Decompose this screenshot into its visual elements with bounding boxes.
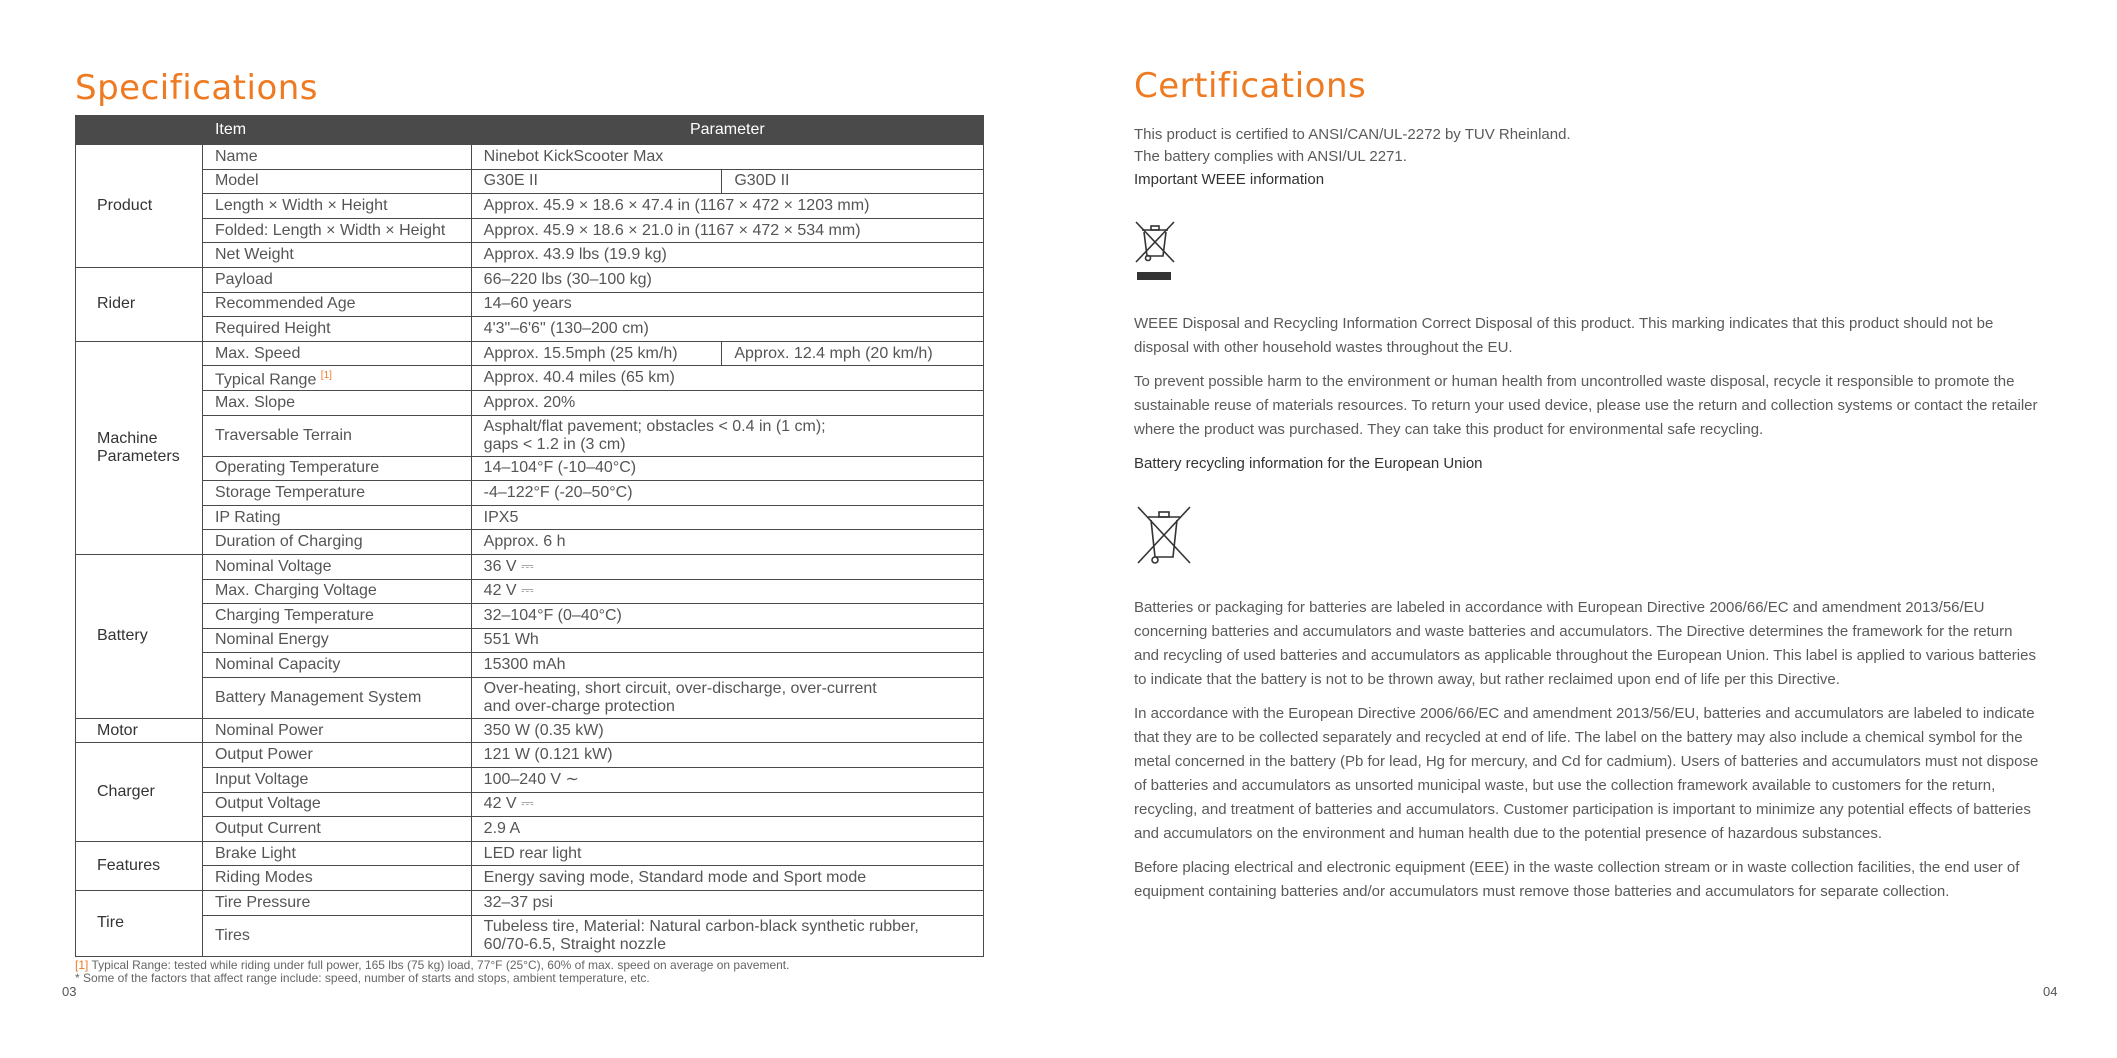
table-row	[76, 505, 984, 530]
item-cell: Output Current	[202, 817, 471, 842]
group-label: Features	[76, 841, 203, 890]
table-row	[76, 718, 984, 743]
item-cell: Riding Modes	[202, 866, 471, 891]
value-cell: 15300 mAh	[471, 653, 983, 678]
item-cell: Nominal Power	[202, 718, 471, 743]
table-row	[76, 841, 984, 866]
table-row	[76, 579, 984, 604]
value-cell: 66–220 lbs (30–100 kg)	[471, 267, 983, 292]
item-cell: Length × Width × Height	[202, 194, 471, 219]
group-label: Product	[76, 145, 203, 268]
table-row	[76, 317, 984, 342]
table-row	[76, 169, 984, 194]
battery-heading: Battery recycling information for the European Union	[1134, 455, 1483, 472]
paragraph: In accordance with the European Directive 2006/66/EC and amendment 2013/56/EU, batteries and accumulators are labeled to indicate that they are to be collected separately and recycled at end of life. The label on the battery may also include a chemical symbol for the metal concerned in the battery (Pb for lead, Hg for mercury, and Cd for cadmium). Users of batteries and accumulators must not dispose of batteries and accumulators as unsorted municipal waste, but use the collection framework available to customers for the return, recycling, and treatment of batteries and accumulators. Customer participation is important to minimize any potential effects of batteries and accumulators on the environment and human health due to the potential presence of hazardous substances.	[1134, 705, 2039, 842]
item-cell: Storage Temperature	[202, 481, 471, 506]
item-label: Typical Range	[214, 371, 317, 389]
table-row	[76, 915, 984, 956]
footnote-text: Typical Range: tested while riding under full power, 165 lbs (75 kg) load, 77°F (25°C), 60% of max. speed on average on pavement.	[88, 958, 790, 972]
item-cell: Output Power	[202, 743, 471, 768]
footnote-ref: [1]	[320, 369, 332, 381]
value-cell: Energy saving mode, Standard mode and Sport mode	[471, 866, 983, 891]
header-item: Item	[202, 116, 471, 145]
item-cell: Traversable Terrain	[202, 415, 471, 456]
cert-intro	[1134, 124, 2039, 192]
item-cell: Net Weight	[202, 243, 471, 268]
table-row	[76, 481, 984, 506]
value-cell: Approx. 12.4 mph (20 km/h)	[722, 341, 984, 366]
table-header-row	[76, 116, 984, 145]
table-row	[76, 653, 984, 678]
value-line: 60/70-6.5, Straight nozzle	[483, 935, 667, 953]
page-number: 03	[62, 984, 77, 999]
item-cell: Nominal Energy	[202, 628, 471, 653]
table-row	[76, 267, 984, 292]
table-row	[76, 891, 984, 916]
battery-text	[1134, 596, 2039, 904]
value-line: Tubeless tire, Material: Natural carbon-black synthetic rubber,	[483, 917, 919, 935]
item-cell: Max. Speed	[202, 341, 471, 366]
value-cell: 350 W (0.35 kW)	[471, 718, 983, 743]
item-cell: Operating Temperature	[202, 456, 471, 481]
cert-line: The battery complies with ANSI/UL 2271.	[1134, 148, 1407, 165]
group-label: Battery	[76, 554, 203, 718]
value-line: Asphalt/flat pavement; obstacles < 0.4 in (1 cm);	[483, 417, 826, 435]
item-cell: Max. Charging Voltage	[202, 579, 471, 604]
item-cell: Nominal Capacity	[202, 653, 471, 678]
item-cell: Nominal Voltage	[202, 554, 471, 579]
item-cell: IP Rating	[202, 505, 471, 530]
value-cell: 2.9 A	[471, 817, 983, 842]
table-row	[76, 341, 984, 366]
item-cell: Battery Management System	[202, 677, 471, 718]
value-cell	[471, 415, 983, 456]
item-cell: Brake Light	[202, 841, 471, 866]
value-cell: IPX5	[471, 505, 983, 530]
value-cell: Approx. 40.4 miles (65 km)	[471, 366, 983, 391]
table-row	[76, 530, 984, 555]
header-parameter: Parameter	[471, 116, 983, 145]
value-cell: 32–37 psi	[471, 891, 983, 916]
value-line: Over-heating, short circuit, over-discharge, over-current	[483, 679, 877, 697]
item-cell: Tires	[202, 915, 471, 956]
group-label: Rider	[76, 267, 203, 341]
value-cell	[471, 677, 983, 718]
paragraph: To prevent possible harm to the environment or human health from uncontrolled waste disposal, recycle it responsible to promote the sustainable reuse of materials resources. To return your used device, please use the return and collection systems or contact the retailer where the product was purchased. They can take this product for environmental safe recycling.	[1134, 373, 2038, 438]
table-row	[76, 677, 984, 718]
table-row	[76, 866, 984, 891]
value-cell: 14–60 years	[471, 292, 983, 317]
item-cell	[202, 366, 471, 391]
group-label: Tire	[76, 891, 203, 957]
group-label: Machine Parameters	[76, 341, 203, 554]
weee-heading: Important WEEE information	[1134, 171, 1325, 188]
table-row	[76, 194, 984, 219]
value-cell: 42 V ⎓	[471, 792, 983, 817]
value-cell: Approx. 45.9 × 18.6 × 47.4 in (1167 × 472 × 1203 mm)	[471, 194, 983, 219]
wheelie-bin-crossed-icon	[1134, 220, 1178, 284]
value-cell: 42 V ⎓	[471, 579, 983, 604]
footnote	[75, 959, 789, 985]
item-cell: Payload	[202, 267, 471, 292]
item-cell: Input Voltage	[202, 768, 471, 793]
table-row	[76, 743, 984, 768]
value-cell: 551 Wh	[471, 628, 983, 653]
item-cell: Folded: Length × Width × Height	[202, 218, 471, 243]
table-row	[76, 456, 984, 481]
value-cell: Approx. 6 h	[471, 530, 983, 555]
specifications-page	[0, 0, 1058, 1058]
value-cell: -4–122°F (-20–50°C)	[471, 481, 983, 506]
page-title: Specifications	[75, 68, 319, 108]
value-cell	[471, 915, 983, 956]
table-row	[76, 554, 984, 579]
specifications-table	[75, 115, 984, 957]
item-cell: Max. Slope	[202, 390, 471, 415]
table-row	[76, 366, 984, 391]
value-cell: Approx. 43.9 lbs (19.9 kg)	[471, 243, 983, 268]
item-cell: Recommended Age	[202, 292, 471, 317]
value-cell: G30E II	[471, 169, 722, 194]
table-row	[76, 145, 984, 170]
item-cell: Required Height	[202, 317, 471, 342]
header-group	[76, 116, 203, 145]
value-cell: LED rear light	[471, 841, 983, 866]
item-cell: Model	[202, 169, 471, 194]
cert-line: This product is certified to ANSI/CAN/UL-2272 by TUV Rheinland.	[1134, 126, 1571, 143]
group-label: Motor	[76, 718, 203, 743]
value-line: gaps < 1.2 in (3 cm)	[483, 435, 626, 453]
footnote-line: * Some of the factors that affect range include: speed, number of starts and stops, ambient temperature, etc.	[75, 971, 650, 985]
table-row	[76, 768, 984, 793]
item-cell: Output Voltage	[202, 792, 471, 817]
crossed-bin-battery-icon	[1134, 503, 1194, 567]
value-line: and over-charge protection	[483, 697, 675, 715]
page-title: Certifications	[1134, 66, 1367, 106]
group-label: Charger	[76, 743, 203, 841]
table-row	[76, 390, 984, 415]
value-cell: Approx. 15.5mph (25 km/h)	[471, 341, 722, 366]
value-cell: G30D II	[722, 169, 984, 194]
item-cell: Tire Pressure	[202, 891, 471, 916]
page-number: 04	[2043, 984, 2058, 999]
certifications-page	[1058, 0, 2117, 1058]
paragraph: WEEE Disposal and Recycling Information Correct Disposal of this product. This marking indicates that this product should not be disposal with other household wastes throughout the EU.	[1134, 315, 1994, 356]
value-cell: Approx. 20%	[471, 390, 983, 415]
value-cell: 4'3"–6'6" (130–200 cm)	[471, 317, 983, 342]
item-cell: Charging Temperature	[202, 604, 471, 629]
footnote-mark: [1]	[75, 958, 89, 972]
value-cell: 14–104°F (-10–40°C)	[471, 456, 983, 481]
table-row	[76, 628, 984, 653]
value-cell: 121 W (0.121 kW)	[471, 743, 983, 768]
paragraph: Batteries or packaging for batteries are labeled in accordance with European Directive 2006/66/EC and amendment 2013/56/EU concerning batteries and accumulators and waste batteries and accumulators. The Directive determines the framework for the return and recycling of used batteries and accumulators as applicable throughout the European Union. This label is applied to various batteries to indicate that the battery is not to be thrown away, but rather reclaimed upon end of life per this Directive.	[1134, 599, 2036, 688]
table-row	[76, 604, 984, 629]
value-cell: 36 V ⎓	[471, 554, 983, 579]
table-row	[76, 292, 984, 317]
paragraph: Before placing electrical and electronic equipment (EEE) in the waste collection stream or in waste collection facilities, the end user of equipment containing batteries and/or accumulators must remove those batteries and accumulators for separate collection.	[1134, 859, 2020, 900]
table-row	[76, 415, 984, 456]
weee-text	[1134, 312, 2039, 476]
value-cell: Approx. 45.9 × 18.6 × 21.0 in (1167 × 472 × 534 mm)	[471, 218, 983, 243]
value-cell: 100–240 V ∼	[471, 768, 983, 793]
table-row	[76, 792, 984, 817]
table-row	[76, 243, 984, 268]
table-row	[76, 218, 984, 243]
item-cell: Name	[202, 145, 471, 170]
table-row	[76, 817, 984, 842]
item-cell: Duration of Charging	[202, 530, 471, 555]
value-cell: 32–104°F (0–40°C)	[471, 604, 983, 629]
value-cell: Ninebot KickScooter Max	[471, 145, 983, 170]
